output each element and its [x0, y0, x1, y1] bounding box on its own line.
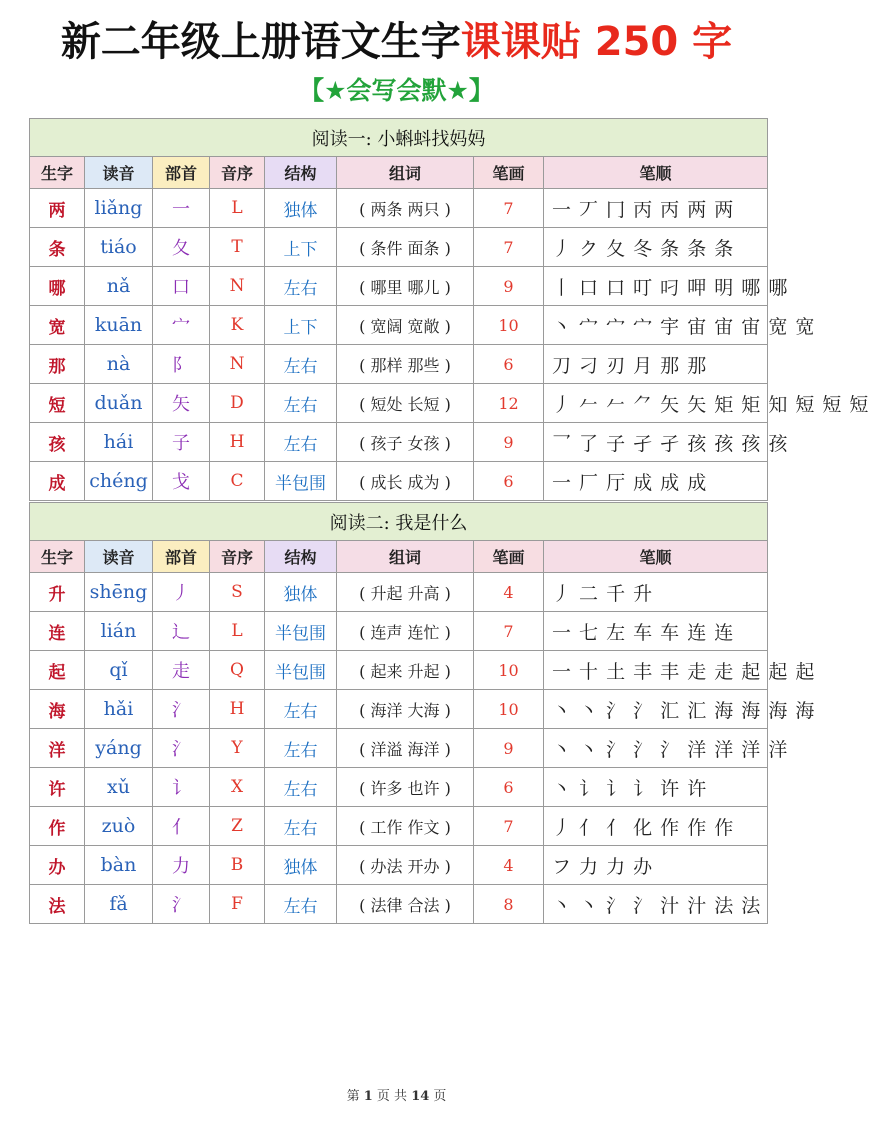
cell-words: ( 成长 成为 ) — [337, 462, 474, 501]
footer-total-pages: 14 — [411, 1089, 430, 1104]
cell-char: 孩 — [30, 423, 85, 462]
cell-char: 那 — [30, 345, 85, 384]
cell-sequence: 丨 口 口 叮 叼 呷 明 哪 哪 — [544, 267, 768, 306]
cell-radical: 子 — [153, 423, 210, 462]
cell-order: N — [210, 345, 265, 384]
cell-sequence: 丶 宀 宀 宀 宇 宙 宙 宙 宽 宽 — [544, 306, 768, 345]
cell-order: T — [210, 228, 265, 267]
cell-strokes: 10 — [474, 651, 544, 690]
cell-structure: 半包围 — [265, 462, 337, 501]
cell-structure: 左右 — [265, 768, 337, 807]
section-title: 阅读一: 小蝌蚪找妈妈 — [30, 119, 768, 157]
cell-char: 成 — [30, 462, 85, 501]
header-strokes: 笔画 — [474, 157, 544, 189]
table-row — [30, 306, 768, 345]
cell-radical: 夂 — [153, 228, 210, 267]
cell-sequence: 丶 丶 氵 氵 汁 汁 法 法 — [544, 885, 768, 924]
cell-words: ( 短处 长短 ) — [337, 384, 474, 423]
cell-radical: 氵 — [153, 885, 210, 924]
cell-radical: 讠 — [153, 768, 210, 807]
cell-radical: 阝 — [153, 345, 210, 384]
table-row — [30, 690, 768, 729]
cell-order: L — [210, 189, 265, 228]
table-row — [30, 807, 768, 846]
table-row — [30, 573, 768, 612]
cell-char: 短 — [30, 384, 85, 423]
cell-order: C — [210, 462, 265, 501]
cell-pinyin: zuò — [85, 807, 153, 846]
cell-pinyin: lián — [85, 612, 153, 651]
cell-sequence: 一 七 左 车 车 连 连 — [544, 612, 768, 651]
cell-order: H — [210, 423, 265, 462]
cell-char: 许 — [30, 768, 85, 807]
cell-pinyin: bàn — [85, 846, 153, 885]
cell-radical: 矢 — [153, 384, 210, 423]
cell-strokes: 10 — [474, 306, 544, 345]
cell-structure: 左右 — [265, 345, 337, 384]
cell-pinyin: chéng — [85, 462, 153, 501]
cell-structure: 半包围 — [265, 651, 337, 690]
cell-sequence: 丶 讠 讠 讠 许 许 — [544, 768, 768, 807]
cell-order: X — [210, 768, 265, 807]
cell-sequence: 一 十 土 丰 丰 走 走 起 起 起 — [544, 651, 768, 690]
header-words: 组词 — [337, 541, 474, 573]
cell-structure: 半包围 — [265, 612, 337, 651]
table-row — [30, 267, 768, 306]
cell-char: 两 — [30, 189, 85, 228]
cell-words: ( 那样 那些 ) — [337, 345, 474, 384]
header-radical: 部首 — [153, 157, 210, 189]
cell-sequence: 一 丆 冂 丙 丙 两 两 — [544, 189, 768, 228]
cell-pinyin: nà — [85, 345, 153, 384]
page-title-highlight: 课课贴 250 字 — [460, 19, 733, 65]
cell-strokes: 8 — [474, 885, 544, 924]
cell-strokes: 7 — [474, 807, 544, 846]
cell-pinyin: tiáo — [85, 228, 153, 267]
section-title: 阅读二: 我是什么 — [30, 503, 768, 541]
cell-structure: 独体 — [265, 189, 337, 228]
cell-strokes: 7 — [474, 228, 544, 267]
cell-order: S — [210, 573, 265, 612]
header-order: 音序 — [210, 541, 265, 573]
header-sequence: 笔顺 — [544, 157, 768, 189]
table-row — [30, 189, 768, 228]
cell-strokes: 6 — [474, 345, 544, 384]
cell-pinyin: fǎ — [85, 885, 153, 924]
cell-structure: 独体 — [265, 573, 337, 612]
cell-radical: 氵 — [153, 729, 210, 768]
cell-words: ( 许多 也许 ) — [337, 768, 474, 807]
cell-words: ( 哪里 哪儿 ) — [337, 267, 474, 306]
cell-structure: 上下 — [265, 228, 337, 267]
footer-page-number: 1 — [363, 1089, 373, 1104]
cell-sequence: 丶 丶 氵 氵 汇 汇 海 海 海 海 — [544, 690, 768, 729]
header-order: 音序 — [210, 157, 265, 189]
footer-suffix: 页 — [433, 1089, 447, 1104]
header-row — [30, 541, 768, 573]
cell-words: ( 升起 升高 ) — [337, 573, 474, 612]
table-row — [30, 885, 768, 924]
cell-words: ( 办法 开办 ) — [337, 846, 474, 885]
cell-strokes: 9 — [474, 729, 544, 768]
table-row — [30, 729, 768, 768]
cell-strokes: 10 — [474, 690, 544, 729]
cell-structure: 左右 — [265, 885, 337, 924]
cell-strokes: 9 — [474, 423, 544, 462]
table-row — [30, 228, 768, 267]
cell-order: H — [210, 690, 265, 729]
section-table-1 — [29, 118, 869, 501]
cell-strokes: 7 — [474, 612, 544, 651]
cell-sequence: 丿 亻 亻 化 作 作 作 — [544, 807, 768, 846]
cell-sequence: 丿 ク 夂 冬 条 条 条 — [544, 228, 768, 267]
cell-radical: 亻 — [153, 807, 210, 846]
cell-strokes: 9 — [474, 267, 544, 306]
cell-char: 宽 — [30, 306, 85, 345]
cell-radical: 戈 — [153, 462, 210, 501]
page-subtitle: 【★会写会默★】 — [299, 76, 494, 105]
cell-pinyin: duǎn — [85, 384, 153, 423]
cell-order: Y — [210, 729, 265, 768]
cell-char: 作 — [30, 807, 85, 846]
cell-words: ( 工作 作文 ) — [337, 807, 474, 846]
page-title-main: 新二年级上册语文生字 — [60, 19, 461, 65]
cell-radical: 氵 — [153, 690, 210, 729]
cell-order: L — [210, 612, 265, 651]
cell-radical: 宀 — [153, 306, 210, 345]
cell-words: ( 洋溢 海洋 ) — [337, 729, 474, 768]
footer-middle: 页 共 — [376, 1089, 408, 1104]
cell-sequence: フ 力 力 办 — [544, 846, 768, 885]
cell-order: D — [210, 384, 265, 423]
cell-char: 办 — [30, 846, 85, 885]
cell-words: ( 孩子 女孩 ) — [337, 423, 474, 462]
cell-char: 海 — [30, 690, 85, 729]
cell-structure: 左右 — [265, 267, 337, 306]
page-footer — [0, 1085, 793, 1104]
header-pinyin: 读音 — [85, 541, 153, 573]
header-char: 生字 — [30, 541, 85, 573]
cell-sequence: 丶 丶 氵 氵 氵 洋 洋 洋 洋 — [544, 729, 768, 768]
cell-structure: 左右 — [265, 423, 337, 462]
cell-pinyin: hái — [85, 423, 153, 462]
cell-char: 法 — [30, 885, 85, 924]
cell-order: B — [210, 846, 265, 885]
table-row — [30, 651, 768, 690]
cell-structure: 左右 — [265, 690, 337, 729]
cell-sequence: 丿 二 千 升 — [544, 573, 768, 612]
cell-char: 连 — [30, 612, 85, 651]
footer-prefix: 第 — [346, 1089, 360, 1104]
header-sequence: 笔顺 — [544, 541, 768, 573]
cell-sequence: 一 厂 厅 成 成 成 — [544, 462, 768, 501]
cell-order: N — [210, 267, 265, 306]
cell-structure: 独体 — [265, 846, 337, 885]
cell-pinyin: hǎi — [85, 690, 153, 729]
header-radical: 部首 — [153, 541, 210, 573]
cell-strokes: 12 — [474, 384, 544, 423]
cell-strokes: 6 — [474, 462, 544, 501]
cell-char: 起 — [30, 651, 85, 690]
table-row — [30, 462, 768, 501]
cell-words: ( 起来 升起 ) — [337, 651, 474, 690]
cell-radical: 力 — [153, 846, 210, 885]
cell-words: ( 连声 连忙 ) — [337, 612, 474, 651]
table-row — [30, 384, 768, 423]
cell-pinyin: yáng — [85, 729, 153, 768]
cell-pinyin: liǎng — [85, 189, 153, 228]
cell-structure: 左右 — [265, 729, 337, 768]
header-row — [30, 157, 768, 189]
table-row — [30, 612, 768, 651]
table-row — [30, 423, 768, 462]
table-row — [30, 768, 768, 807]
cell-sequence: 丿 𠂉 𠂉 ⺈ 矢 矢 矩 矩 知 短 短 短 — [544, 384, 768, 423]
cell-pinyin: qǐ — [85, 651, 153, 690]
header-structure: 结构 — [265, 157, 337, 189]
cell-sequence: 刀 刁 刃 月 那 那 — [544, 345, 768, 384]
cell-order: Q — [210, 651, 265, 690]
cell-pinyin: xǔ — [85, 768, 153, 807]
cell-order: K — [210, 306, 265, 345]
cell-order: F — [210, 885, 265, 924]
cell-radical: 辶 — [153, 612, 210, 651]
cell-words: ( 条件 面条 ) — [337, 228, 474, 267]
cell-strokes: 6 — [474, 768, 544, 807]
cell-words: ( 海洋 大海 ) — [337, 690, 474, 729]
cell-structure: 上下 — [265, 306, 337, 345]
table-row — [30, 846, 768, 885]
cell-pinyin: kuān — [85, 306, 153, 345]
cell-radical: 丿 — [153, 573, 210, 612]
cell-char: 哪 — [30, 267, 85, 306]
header-words: 组词 — [337, 157, 474, 189]
table-row — [30, 345, 768, 384]
cell-pinyin: shēng — [85, 573, 153, 612]
cell-words: ( 宽阔 宽敞 ) — [337, 306, 474, 345]
cell-radical: 走 — [153, 651, 210, 690]
cell-radical: 口 — [153, 267, 210, 306]
cell-words: ( 两条 两只 ) — [337, 189, 474, 228]
section-table-2 — [29, 502, 816, 924]
header-char: 生字 — [30, 157, 85, 189]
cell-strokes: 7 — [474, 189, 544, 228]
cell-words: ( 法律 合法 ) — [337, 885, 474, 924]
page-title — [0, 14, 793, 70]
cell-pinyin: nǎ — [85, 267, 153, 306]
cell-strokes: 4 — [474, 573, 544, 612]
cell-structure: 左右 — [265, 807, 337, 846]
cell-sequence: 乛 了 子 孑 孑 孩 孩 孩 孩 — [544, 423, 768, 462]
cell-order: Z — [210, 807, 265, 846]
cell-char: 洋 — [30, 729, 85, 768]
header-strokes: 笔画 — [474, 541, 544, 573]
cell-structure: 左右 — [265, 384, 337, 423]
header-structure: 结构 — [265, 541, 337, 573]
cell-strokes: 4 — [474, 846, 544, 885]
cell-char: 条 — [30, 228, 85, 267]
header-pinyin: 读音 — [85, 157, 153, 189]
cell-char: 升 — [30, 573, 85, 612]
cell-radical: 一 — [153, 189, 210, 228]
